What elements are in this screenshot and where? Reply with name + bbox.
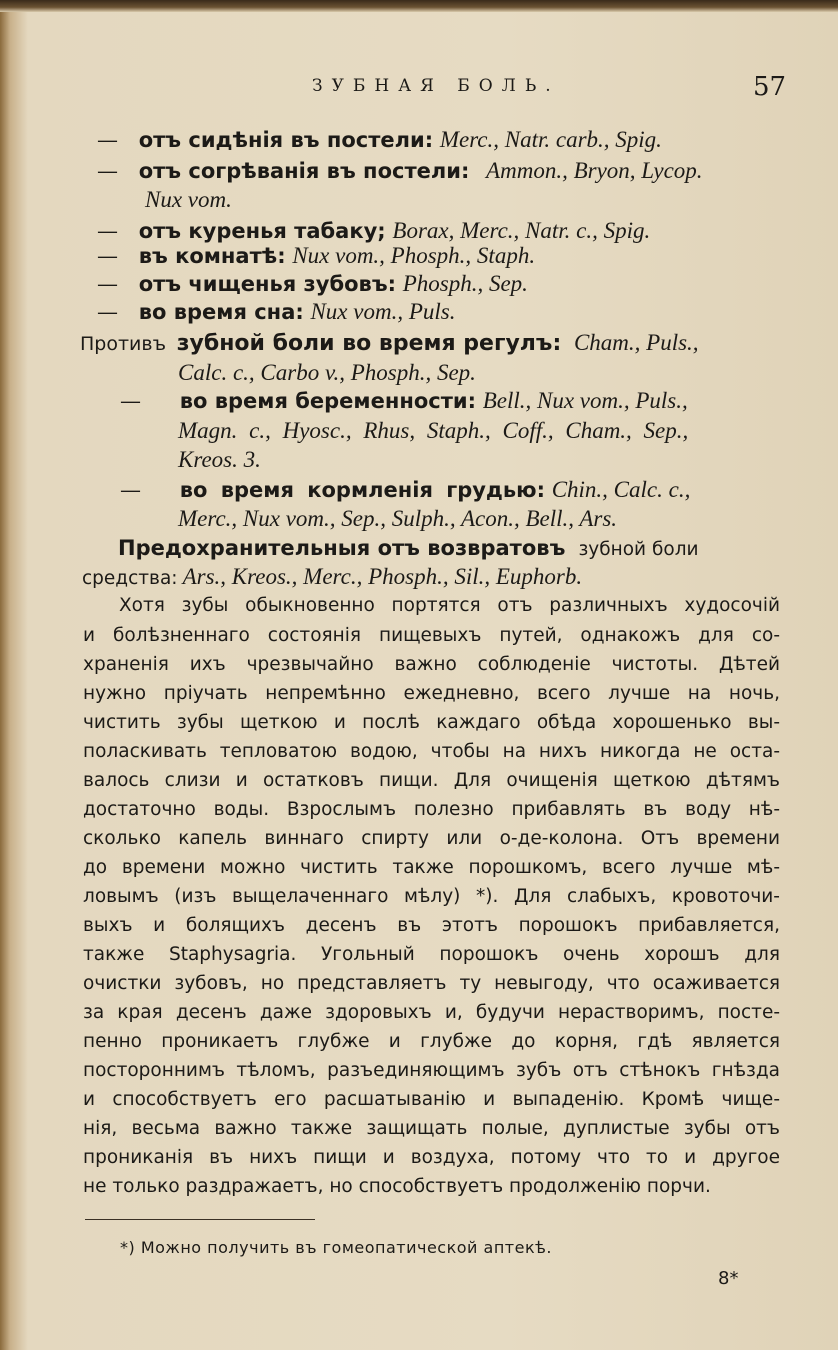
paragraph-line: за края десенъ даже здоровыхъ и, будучи нерастворимъ, посте- bbox=[83, 1002, 780, 1023]
paragraph-line: Хотя зубы обыкновенно портятся отъ различныхъ худосочій bbox=[119, 595, 780, 616]
entry-lead: Противъ bbox=[80, 333, 167, 355]
paragraph-line: очистки зубовъ, но представляетъ ту невыгоду, что осаживается bbox=[83, 973, 780, 994]
paragraph-line: нужно пріучать непремѣнно ежедневно, всего лучше на ночь, bbox=[83, 683, 780, 704]
paragraph-line: прониканія въ нихъ пищи и воздуха, потому что то и другое bbox=[83, 1147, 780, 1168]
entry-remedies: Nux vom. bbox=[145, 187, 232, 212]
paragraph-line: сколько капель виннаго спирту или о-де-колона. Отъ времени bbox=[83, 828, 780, 849]
entry-label: во время кормленія грудью: bbox=[179, 478, 545, 502]
entry-line bbox=[178, 447, 261, 473]
entry-dash: — bbox=[120, 389, 141, 413]
entry-remedies: Nux vom., Puls. bbox=[310, 299, 456, 324]
entry-line bbox=[178, 418, 688, 444]
paragraph-line: до времени можно чистить также порошкомъ, всего лучше мѣ- bbox=[83, 857, 780, 878]
entry-dash: — bbox=[97, 244, 118, 268]
paragraph-line: не только раздражаетъ, но способствуетъ продолженію порчи. bbox=[83, 1176, 711, 1197]
entry-remedies: Merc., Nux vom., Sep., Sulph., Acon., Bell., Ars. bbox=[178, 506, 618, 531]
entry-remedies: Nux vom., Phosph., Staph. bbox=[292, 243, 536, 268]
entry-remedies: Bell., Nux vom., Puls., bbox=[482, 388, 688, 413]
entry-remedies: Kreos. 3. bbox=[178, 447, 261, 472]
entry-label: во время сна: bbox=[138, 300, 304, 324]
entry-line bbox=[145, 187, 232, 213]
entry-label: во время беременности: bbox=[179, 389, 477, 413]
entry-line bbox=[120, 477, 690, 503]
paragraph-line: пенно проникаетъ глубже и глубже до корня, гдѣ является bbox=[83, 1031, 780, 1052]
paragraph-line: постороннимъ тѣломъ, разъединяющимъ зубъ отъ стѣнокъ гнѣзда bbox=[83, 1060, 780, 1081]
entry-line bbox=[120, 388, 688, 414]
footnote: *) Можно получить въ гомеопатической аптекѣ. bbox=[120, 1238, 552, 1257]
entry-label: въ комнатѣ: bbox=[138, 244, 286, 268]
entry-line bbox=[97, 271, 528, 297]
paragraph-line: чистить зубы щеткою и послѣ каждаго обѣда хорошенько вы- bbox=[83, 712, 780, 733]
prevention-title: Предохранительныя отъ возвратовъ bbox=[118, 536, 566, 560]
prevention-heading bbox=[118, 536, 699, 560]
entry-label: отъ сидѣнія въ постели: bbox=[138, 128, 434, 152]
prevention-prefix: средства: bbox=[82, 568, 178, 589]
paragraph-line: и болѣзненнаго состоянія пищевыхъ путей, однакожъ для со- bbox=[83, 625, 780, 646]
entry-line bbox=[178, 360, 476, 386]
entry-remedies: Borax, Merc., Natr. c., Spig. bbox=[392, 218, 651, 243]
paragraph-line: выхъ и болящихъ десенъ въ этотъ порошокъ прибавляется, bbox=[83, 915, 780, 936]
entry-label: отъ согрѣванія въ постели: bbox=[138, 159, 470, 183]
entry-line bbox=[97, 299, 455, 325]
paragraph-line: нія, весьма важно также защищать полые, дуплистые зубы отъ bbox=[83, 1118, 780, 1139]
entry-line bbox=[80, 330, 699, 356]
entry-line bbox=[97, 158, 703, 184]
entry-line bbox=[97, 243, 535, 269]
footnote-divider bbox=[85, 1219, 315, 1220]
entry-dash: — bbox=[97, 300, 118, 324]
entry-remedies: Calc. c., Carbo v., Phosph., Sep. bbox=[178, 360, 476, 385]
entry-dash: — bbox=[97, 219, 118, 243]
paragraph-line: и способствуетъ его расшатыванію и выпаденію. Кромѣ чище- bbox=[83, 1089, 780, 1110]
prevention-title-rest: зубной боли bbox=[578, 539, 699, 560]
entry-dash: — bbox=[97, 128, 118, 152]
running-head: ЗУБНАЯ БОЛЬ. bbox=[312, 76, 560, 96]
entry-remedies: Ammon., Bryon, Lycop. bbox=[486, 158, 703, 183]
entry-line bbox=[97, 218, 650, 244]
entry-label: отъ чищенья зубовъ: bbox=[138, 272, 396, 296]
entry-line bbox=[97, 127, 662, 153]
entry-remedies: Chin., Calc. c., bbox=[551, 477, 691, 502]
paragraph-line: ловымъ (изъ выщелаченнаго мѣлу) *). Для слабыхъ, кровоточи- bbox=[83, 886, 780, 907]
paragraph-line: поласкивать тепловатою водою, чтобы на нихъ никогда не оста- bbox=[83, 741, 780, 762]
signature-mark: 8* bbox=[718, 1268, 739, 1289]
entry-remedies: Merc., Natr. carb., Spig. bbox=[439, 127, 662, 152]
paragraph-line: валось слизи и остатковъ пищи. Для очищенія щеткою дѣтямъ bbox=[83, 770, 780, 791]
paragraph-line: достаточно воды. Взрослымъ полезно прибавлять въ воду нѣ- bbox=[83, 799, 780, 820]
entry-remedies: Phosph., Sep. bbox=[402, 271, 528, 296]
entry-line bbox=[178, 506, 617, 532]
entry-dash: — bbox=[97, 272, 118, 296]
entry-label: зубной боли во время регулъ: bbox=[176, 331, 562, 356]
paragraph-line: храненія ихъ чрезвычайно важно соблюденіе чистоты. Дѣтей bbox=[83, 654, 780, 675]
prevention-remedies: Ars., Kreos., Merc., Phosph., Sil., Euphorb. bbox=[182, 564, 583, 589]
entry-label: отъ куренья табаку; bbox=[138, 219, 386, 243]
entry-remedies: Cham., Puls., bbox=[573, 330, 699, 355]
paragraph-line: также Staphysagria. Угольный порошокъ очень хорошъ для bbox=[83, 944, 780, 965]
page-top-edge bbox=[0, 0, 838, 12]
prevention-remedies-line bbox=[82, 564, 582, 590]
entry-dash: — bbox=[97, 159, 118, 183]
entry-dash: — bbox=[120, 478, 141, 502]
entry-remedies: Magn. c., Hyosc., Rhus, Staph., Coff., Cham., Sep., bbox=[178, 418, 689, 443]
page-number: 57 bbox=[753, 72, 787, 102]
